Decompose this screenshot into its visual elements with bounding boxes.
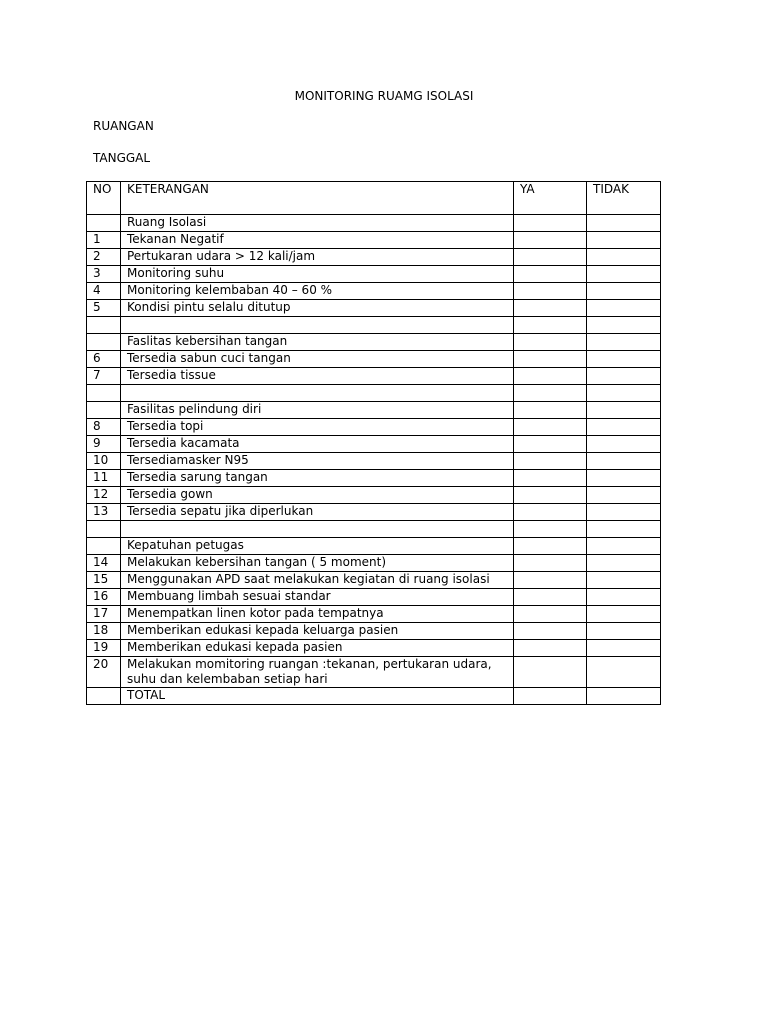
table-row bbox=[87, 385, 661, 402]
row-ya-cell[interactable] bbox=[514, 640, 587, 657]
row-keterangan-cell: Tersedia sepatu jika diperlukan bbox=[121, 504, 514, 521]
row-tidak-cell[interactable] bbox=[587, 368, 661, 385]
row-number-cell bbox=[87, 402, 121, 419]
row-ya-cell[interactable] bbox=[514, 623, 587, 640]
row-number-cell: 13 bbox=[87, 504, 121, 521]
row-ya-cell[interactable] bbox=[514, 606, 587, 623]
row-ya-cell[interactable] bbox=[514, 368, 587, 385]
row-number-cell: 11 bbox=[87, 470, 121, 487]
row-number-cell: 8 bbox=[87, 419, 121, 436]
row-tidak-cell[interactable] bbox=[587, 351, 661, 368]
row-keterangan-cell: Pertukaran udara > 12 kali/jam bbox=[121, 249, 514, 266]
row-tidak-cell[interactable] bbox=[587, 572, 661, 589]
row-keterangan-cell bbox=[121, 385, 514, 402]
table-row bbox=[87, 555, 661, 572]
row-tidak-cell[interactable] bbox=[587, 249, 661, 266]
table-body bbox=[87, 215, 661, 705]
row-tidak-cell[interactable] bbox=[587, 402, 661, 419]
row-tidak-cell[interactable] bbox=[587, 232, 661, 249]
row-number-cell bbox=[87, 317, 121, 334]
row-ya-cell[interactable] bbox=[514, 266, 587, 283]
row-tidak-cell[interactable] bbox=[587, 521, 661, 538]
row-number-cell bbox=[87, 334, 121, 351]
row-tidak-cell[interactable] bbox=[587, 266, 661, 283]
checklist-table bbox=[86, 181, 661, 705]
row-tidak-cell[interactable] bbox=[587, 470, 661, 487]
row-ya-cell[interactable] bbox=[514, 504, 587, 521]
table-row bbox=[87, 623, 661, 640]
row-ya-cell[interactable] bbox=[514, 521, 587, 538]
row-tidak-cell[interactable] bbox=[587, 555, 661, 572]
row-keterangan-cell: Tersediamasker N95 bbox=[121, 453, 514, 470]
row-ya-cell[interactable] bbox=[514, 385, 587, 402]
row-tidak-cell[interactable] bbox=[587, 300, 661, 317]
row-tidak-cell[interactable] bbox=[587, 504, 661, 521]
row-tidak-cell[interactable] bbox=[587, 453, 661, 470]
table-row bbox=[87, 572, 661, 589]
row-number-cell: 4 bbox=[87, 283, 121, 300]
row-ya-cell[interactable] bbox=[514, 232, 587, 249]
row-keterangan-cell: Ruang Isolasi bbox=[121, 215, 514, 232]
row-ya-cell[interactable] bbox=[514, 688, 587, 705]
header-tidak: TIDAK bbox=[587, 182, 661, 215]
row-ya-cell[interactable] bbox=[514, 487, 587, 504]
table-row bbox=[87, 266, 661, 283]
row-keterangan-cell: Tersedia sarung tangan bbox=[121, 470, 514, 487]
row-number-cell: 7 bbox=[87, 368, 121, 385]
row-keterangan-cell: Tekanan Negatif bbox=[121, 232, 514, 249]
row-ya-cell[interactable] bbox=[514, 589, 587, 606]
row-keterangan-cell: Faslitas kebersihan tangan bbox=[121, 334, 514, 351]
table-row bbox=[87, 334, 661, 351]
table-row bbox=[87, 232, 661, 249]
row-ya-cell[interactable] bbox=[514, 453, 587, 470]
table-row bbox=[87, 589, 661, 606]
row-keterangan-cell: Fasilitas pelindung diri bbox=[121, 402, 514, 419]
table-row bbox=[87, 470, 661, 487]
row-keterangan-cell: Monitoring kelembaban 40 – 60 % bbox=[121, 283, 514, 300]
row-ya-cell[interactable] bbox=[514, 283, 587, 300]
table-row bbox=[87, 606, 661, 623]
row-tidak-cell[interactable] bbox=[587, 419, 661, 436]
row-keterangan-cell: Memberikan edukasi kepada pasien bbox=[121, 640, 514, 657]
row-keterangan-cell: Membuang limbah sesuai standar bbox=[121, 589, 514, 606]
document-title: MONITORING RUAMG ISOLASI bbox=[294, 89, 474, 103]
row-ya-cell[interactable] bbox=[514, 351, 587, 368]
row-number-cell bbox=[87, 215, 121, 232]
row-number-cell: 1 bbox=[87, 232, 121, 249]
table-row bbox=[87, 640, 661, 657]
row-tidak-cell[interactable] bbox=[587, 589, 661, 606]
row-keterangan-cell bbox=[121, 521, 514, 538]
row-ya-cell[interactable] bbox=[514, 419, 587, 436]
row-keterangan-cell: Kondisi pintu selalu ditutup bbox=[121, 300, 514, 317]
row-number-cell: 14 bbox=[87, 555, 121, 572]
row-tidak-cell[interactable] bbox=[587, 436, 661, 453]
row-number-cell bbox=[87, 521, 121, 538]
row-number-cell: 17 bbox=[87, 606, 121, 623]
row-ya-cell[interactable] bbox=[514, 300, 587, 317]
row-tidak-cell[interactable] bbox=[587, 334, 661, 351]
row-tidak-cell[interactable] bbox=[587, 606, 661, 623]
table-row bbox=[87, 215, 661, 232]
row-number-cell: 20 bbox=[87, 657, 121, 688]
table-header-row bbox=[87, 182, 661, 215]
row-number-cell bbox=[87, 538, 121, 555]
row-number-cell: 15 bbox=[87, 572, 121, 589]
row-number-cell: 12 bbox=[87, 487, 121, 504]
row-ya-cell[interactable] bbox=[514, 334, 587, 351]
table-row bbox=[87, 521, 661, 538]
table-row bbox=[87, 300, 661, 317]
table-row bbox=[87, 283, 661, 300]
row-tidak-cell[interactable] bbox=[587, 657, 661, 688]
row-number-cell: 2 bbox=[87, 249, 121, 266]
table-row bbox=[87, 453, 661, 470]
row-keterangan-cell: Memberikan edukasi kepada keluarga pasien bbox=[121, 623, 514, 640]
row-tidak-cell[interactable] bbox=[587, 487, 661, 504]
row-ya-cell[interactable] bbox=[514, 555, 587, 572]
row-ya-cell[interactable] bbox=[514, 402, 587, 419]
row-number-cell: 3 bbox=[87, 266, 121, 283]
tanggal-label: TANGGAL bbox=[93, 151, 151, 165]
row-number-cell: 19 bbox=[87, 640, 121, 657]
row-keterangan-cell: Kepatuhan petugas bbox=[121, 538, 514, 555]
header-no: NO bbox=[87, 182, 121, 215]
table-row bbox=[87, 249, 661, 266]
row-keterangan-cell: Melakukan kebersihan tangan ( 5 moment) bbox=[121, 555, 514, 572]
header-keterangan: KETERANGAN bbox=[121, 182, 514, 215]
row-keterangan-cell: Melakukan momitoring ruangan :tekanan, pertukaran udara, suhu dan kelembaban setiap hari bbox=[121, 657, 514, 688]
row-tidak-cell[interactable] bbox=[587, 623, 661, 640]
table-row bbox=[87, 402, 661, 419]
table-row bbox=[87, 657, 661, 688]
row-number-cell: 5 bbox=[87, 300, 121, 317]
row-ya-cell[interactable] bbox=[514, 572, 587, 589]
row-number-cell: 9 bbox=[87, 436, 121, 453]
row-tidak-cell[interactable] bbox=[587, 215, 661, 232]
row-tidak-cell[interactable] bbox=[587, 283, 661, 300]
row-ya-cell[interactable] bbox=[514, 538, 587, 555]
row-number-cell: 6 bbox=[87, 351, 121, 368]
table-row bbox=[87, 688, 661, 705]
row-keterangan-cell: Menempatkan linen kotor pada tempatnya bbox=[121, 606, 514, 623]
table-row bbox=[87, 436, 661, 453]
row-keterangan-cell: Tersedia gown bbox=[121, 487, 514, 504]
row-number-cell: 10 bbox=[87, 453, 121, 470]
row-keterangan-cell: Tersedia topi bbox=[121, 419, 514, 436]
table-row bbox=[87, 419, 661, 436]
row-tidak-cell[interactable] bbox=[587, 640, 661, 657]
row-keterangan-cell: Tersedia kacamata bbox=[121, 436, 514, 453]
row-tidak-cell[interactable] bbox=[587, 317, 661, 334]
table-row bbox=[87, 351, 661, 368]
row-keterangan-cell: Monitoring suhu bbox=[121, 266, 514, 283]
row-keterangan-cell: Tersedia tissue bbox=[121, 368, 514, 385]
row-keterangan-cell: Tersedia sabun cuci tangan bbox=[121, 351, 514, 368]
row-keterangan-cell: TOTAL bbox=[121, 688, 514, 705]
row-tidak-cell[interactable] bbox=[587, 688, 661, 705]
row-number-cell: 18 bbox=[87, 623, 121, 640]
row-ya-cell[interactable] bbox=[514, 317, 587, 334]
row-number-cell: 16 bbox=[87, 589, 121, 606]
row-tidak-cell[interactable] bbox=[587, 538, 661, 555]
row-keterangan-cell bbox=[121, 317, 514, 334]
table-row bbox=[87, 538, 661, 555]
table-row bbox=[87, 487, 661, 504]
row-number-cell bbox=[87, 688, 121, 705]
row-number-cell bbox=[87, 385, 121, 402]
row-ya-cell[interactable] bbox=[514, 657, 587, 688]
row-ya-cell[interactable] bbox=[514, 436, 587, 453]
table-row bbox=[87, 317, 661, 334]
table-row bbox=[87, 504, 661, 521]
ruangan-label: RUANGAN bbox=[93, 119, 154, 133]
header-ya: YA bbox=[514, 182, 587, 215]
row-keterangan-cell: Menggunakan APD saat melakukan kegiatan di ruang isolasi bbox=[121, 572, 514, 589]
row-tidak-cell[interactable] bbox=[587, 385, 661, 402]
table-row bbox=[87, 368, 661, 385]
row-ya-cell[interactable] bbox=[514, 470, 587, 487]
row-ya-cell[interactable] bbox=[514, 249, 587, 266]
row-ya-cell[interactable] bbox=[514, 215, 587, 232]
